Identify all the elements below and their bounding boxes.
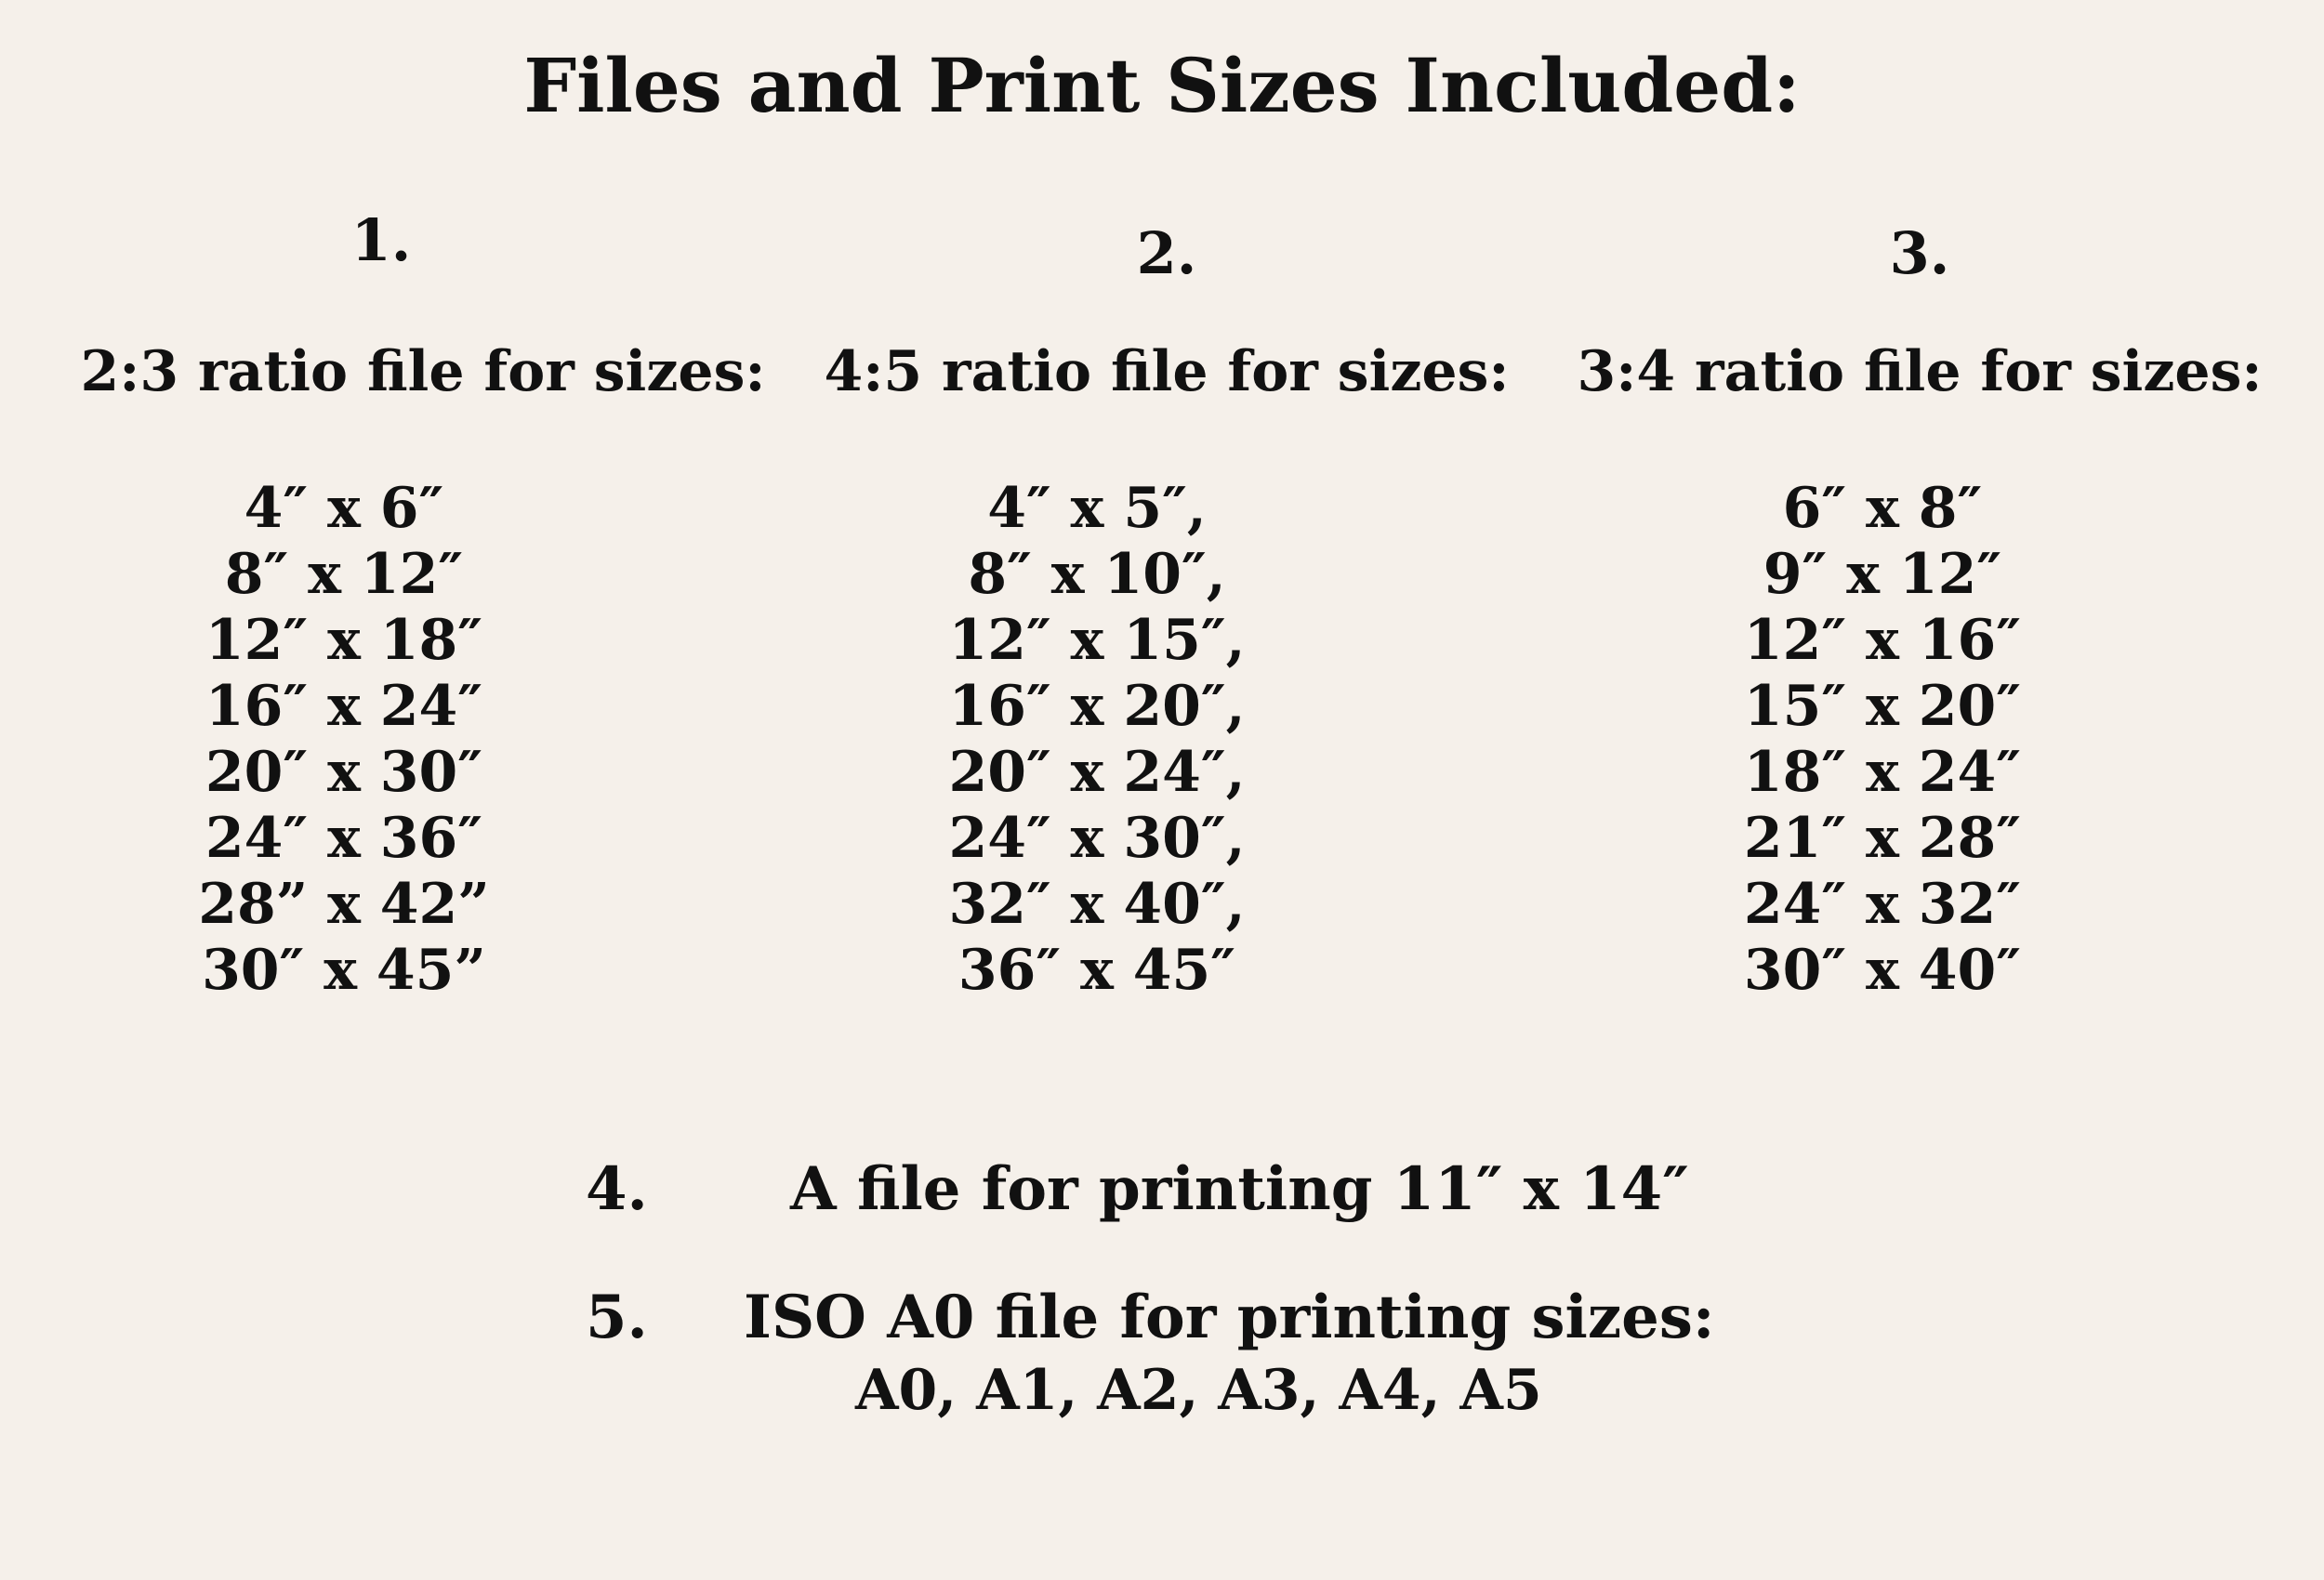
size-item: 12″ x 15″, (948, 608, 1246, 673)
size-item: 36″ x 45″ (957, 938, 1236, 1003)
column-number: 2. (1136, 219, 1197, 287)
size-item: 24″ x 36″ (205, 806, 483, 871)
size-item: 30″ x 45” (202, 938, 486, 1003)
size-list (1529, 476, 2236, 1004)
size-item: 20″ x 24″, (948, 740, 1246, 805)
size-item: 8″ x 12″ (224, 542, 464, 607)
size-item: 4″ x 5″, (987, 476, 1207, 541)
size-item: 16″ x 20″, (948, 674, 1246, 739)
item-description: ISO A0 file for printing sizes: (744, 1283, 1715, 1352)
column-heading: 3:4 ratio file for sizes: (1577, 339, 2263, 404)
column-number: 1. (350, 206, 412, 274)
size-item: 24″ x 30″, (948, 806, 1246, 871)
size-item: 32″ x 40″, (948, 872, 1246, 937)
size-item: 21″ x 28″ (1743, 806, 2022, 871)
size-item: 24″ x 32″ (1743, 872, 2022, 937)
column-number: 3. (1889, 219, 1950, 287)
column-heading: 2:3 ratio file for sizes: (80, 339, 766, 404)
size-list (744, 476, 1450, 1004)
size-item: 18″ x 24″ (1743, 740, 2022, 805)
size-item: 8″ x 10″, (968, 542, 1226, 607)
size-item: 16″ x 24″ (205, 674, 483, 739)
size-item: 15″ x 20″ (1743, 674, 2022, 739)
item-description: A file for printing 11″ x 14″ (790, 1154, 1689, 1224)
size-item: 12″ x 16″ (1743, 608, 2022, 673)
size-item: 28” x 42” (198, 872, 490, 937)
size-item: 30″ x 40″ (1743, 938, 2022, 1003)
size-item: 12″ x 18″ (205, 608, 483, 673)
page-title: Files and Print Sizes Included: (523, 42, 1801, 129)
iso-size-list: A0, A1, A2, A3, A4, A5 (855, 1358, 1542, 1423)
size-item: 9″ x 12″ (1763, 542, 2002, 607)
column-heading: 4:5 ratio file for sizes: (824, 339, 1510, 404)
size-item: 20″ x 30″ (205, 740, 483, 805)
size-item: 6″ x 8″ (1782, 476, 1983, 541)
item-number: 5. (586, 1283, 648, 1352)
size-item: 4″ x 6″ (244, 476, 444, 541)
size-list (0, 476, 697, 1004)
item-number: 4. (586, 1154, 648, 1224)
